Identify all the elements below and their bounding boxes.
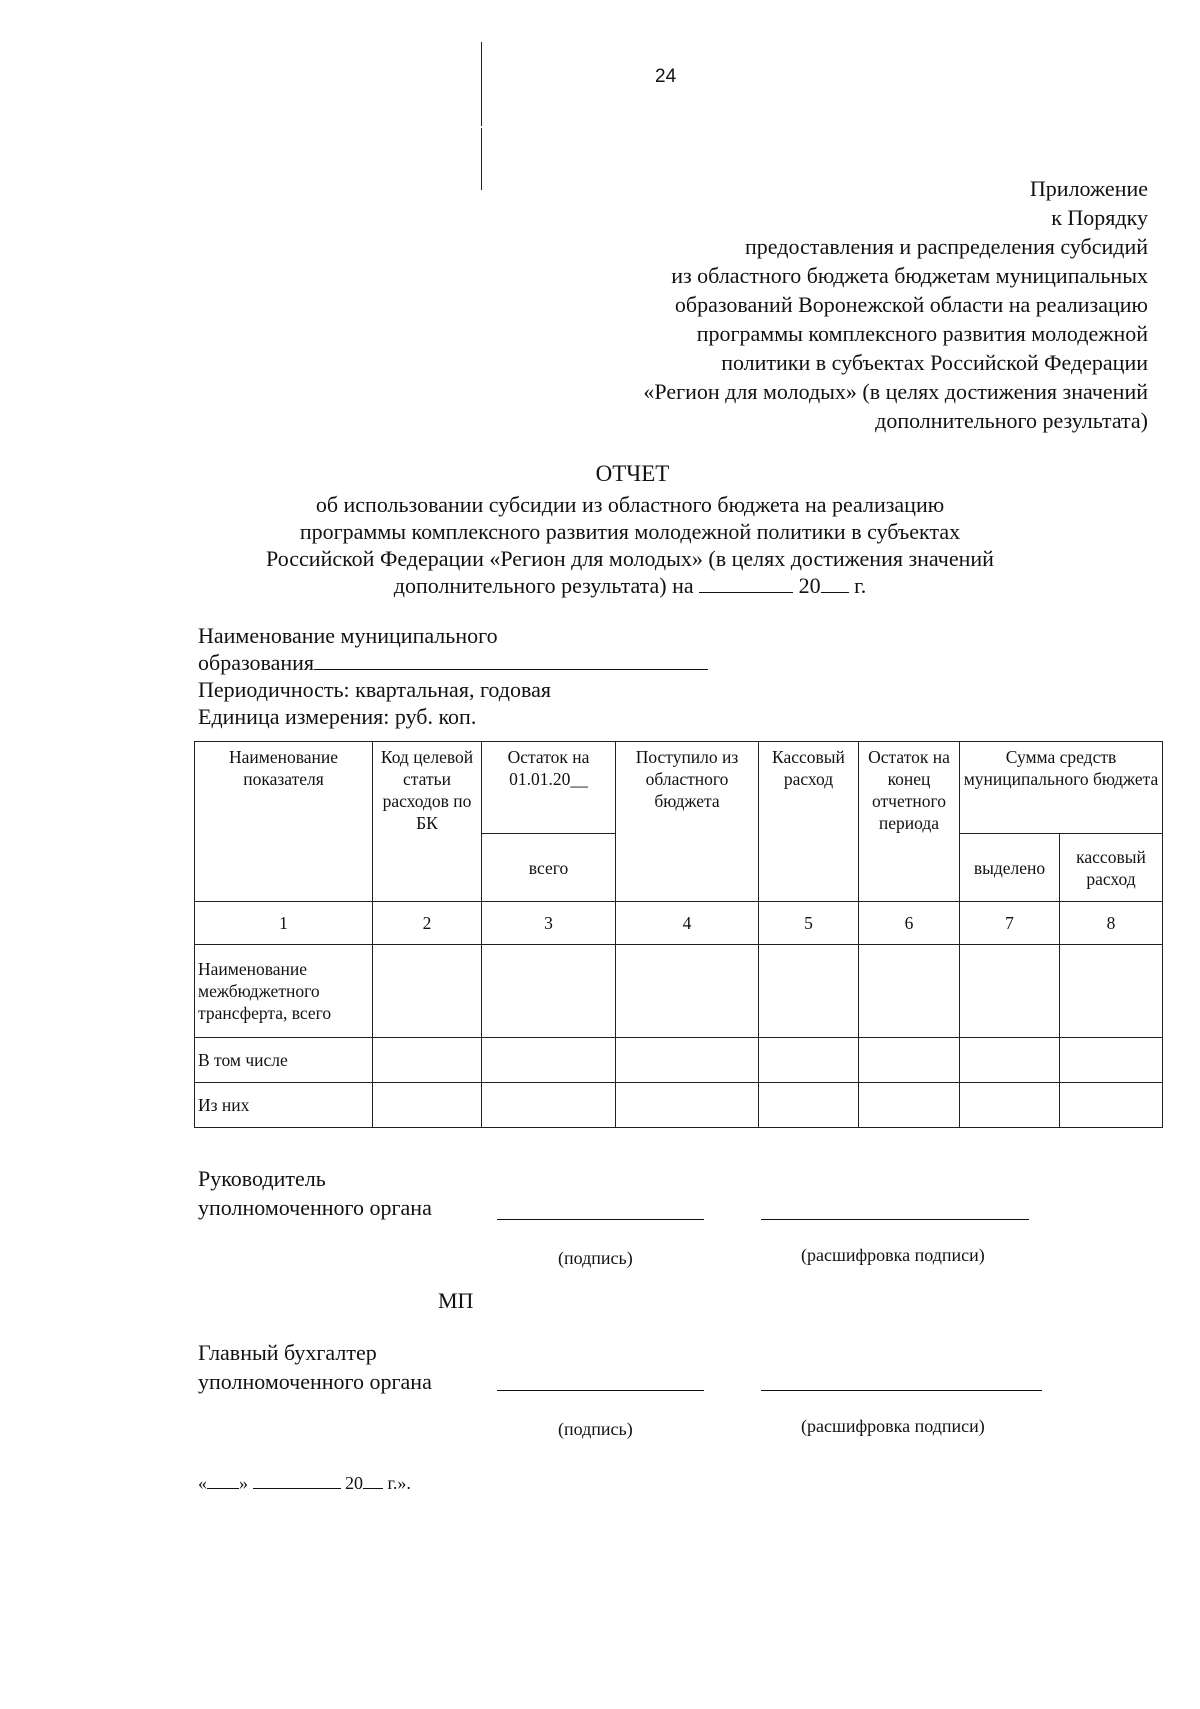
subtitle-line-period (205, 572, 1055, 599)
header-municipal-cash: кассовый расход (1060, 834, 1163, 902)
accountant-label (198, 1338, 432, 1396)
table-cell[interactable] (759, 1038, 859, 1083)
report-table (194, 741, 1163, 1128)
year-blank[interactable] (363, 1470, 383, 1489)
table-cell[interactable] (759, 945, 859, 1038)
table-cell[interactable] (373, 945, 482, 1038)
header-indicator: Наименование показателя (195, 742, 373, 902)
accountant-decode-line[interactable] (761, 1390, 1042, 1391)
table-cell[interactable] (616, 1038, 759, 1083)
table-cell[interactable] (1060, 945, 1163, 1038)
table-cell[interactable] (482, 945, 616, 1038)
appendix-line: из областного бюджета бюджетам муниципальных (671, 263, 1148, 288)
report-title: ОТЧЕТ (595, 461, 670, 486)
appendix-line: предоставления и распределения субсидий (745, 234, 1148, 259)
appendix-line: дополнительного результата) (875, 408, 1148, 433)
row-label: Наименование межбюджетного трансферта, всего (195, 945, 373, 1038)
head-label (198, 1164, 432, 1222)
date-suffix: г.». (387, 1473, 411, 1493)
table-cell[interactable] (482, 1083, 616, 1128)
periodicity: Периодичность: квартальная, годовая (198, 677, 551, 702)
table-cell[interactable] (482, 1038, 616, 1083)
table-cell[interactable] (373, 1083, 482, 1128)
appendix-line: «Регион для молодых» (в целях достижения значений (643, 379, 1148, 404)
table-cell[interactable] (960, 1083, 1060, 1128)
appendix-line: к Порядку (1051, 205, 1148, 230)
accountant-signature-line[interactable] (497, 1390, 704, 1391)
header-allocated: выделено (960, 834, 1060, 902)
municipality-row (198, 649, 708, 676)
column-number: 8 (1060, 902, 1163, 945)
margin-line (481, 42, 482, 126)
page-number: 24 (655, 66, 677, 87)
head-decode-line[interactable] (761, 1219, 1029, 1220)
row-label: В том числе (195, 1038, 373, 1083)
report-subtitle (205, 491, 1055, 599)
unit: Единица измерения: руб. коп. (198, 704, 477, 729)
header-balance-start: Остаток на 01.01.20__ (482, 742, 616, 834)
table-row (195, 1083, 1163, 1128)
head-signature-caption: (подпись) (558, 1248, 633, 1268)
table-cell[interactable] (859, 1083, 960, 1128)
table-cell[interactable] (616, 945, 759, 1038)
municipality-label-2: образования (198, 650, 315, 675)
month-blank[interactable] (253, 1470, 341, 1489)
meta-block (198, 622, 708, 730)
date-close-quote: » (239, 1473, 248, 1493)
header-balance-end: Остаток на конец отчетного периода (859, 742, 960, 902)
column-number: 5 (759, 902, 859, 945)
subtitle-suffix: г. (854, 573, 867, 598)
date-open-quote: « (198, 1473, 207, 1493)
header-code: Код целевой статьи расходов по БК (373, 742, 482, 902)
head-signature-line[interactable] (497, 1219, 704, 1220)
table-cell[interactable] (1060, 1038, 1163, 1083)
row-label: Из них (195, 1083, 373, 1128)
column-number-row (195, 902, 1163, 945)
year-blank[interactable] (821, 572, 849, 593)
head-decode-caption: (расшифровка подписи) (801, 1245, 985, 1265)
table-cell[interactable] (859, 945, 960, 1038)
subtitle-period-prefix: дополнительного результата) на (393, 573, 694, 598)
appendix-line: Приложение (1029, 176, 1148, 201)
accountant-decode-caption: (расшифровка подписи) (801, 1416, 985, 1436)
municipality-label: Наименование муниципального (198, 623, 498, 648)
column-number: 2 (373, 902, 482, 945)
column-number: 4 (616, 902, 759, 945)
table-row (195, 1038, 1163, 1083)
table-cell[interactable] (616, 1083, 759, 1128)
header-balance-total: всего (482, 834, 616, 902)
table-cell[interactable] (960, 945, 1060, 1038)
day-blank[interactable] (207, 1470, 239, 1489)
subtitle-line: Российской Федерации «Регион для молодых» (в целях достижения значений (266, 546, 994, 571)
column-number: 3 (482, 902, 616, 945)
accountant-label-line-2: уполномоченного органа (198, 1369, 432, 1394)
date-year: 20 (345, 1473, 363, 1493)
column-number: 1 (195, 902, 373, 945)
table-header-row (195, 742, 1163, 834)
appendix-line: образований Воронежской области на реализацию (674, 292, 1148, 317)
accountant-label-line-1: Главный бухгалтер (198, 1340, 377, 1365)
appendix-block (448, 174, 1148, 435)
table-cell[interactable] (1060, 1083, 1163, 1128)
table-row (195, 945, 1163, 1038)
municipality-field[interactable] (314, 649, 708, 670)
table-cell[interactable] (960, 1038, 1060, 1083)
column-number: 6 (859, 902, 960, 945)
date-line (198, 1470, 411, 1494)
head-label-line-2: уполномоченного органа (198, 1195, 432, 1220)
appendix-line: программы комплексного развития молодежной (696, 321, 1148, 346)
accountant-signature-caption: (подпись) (558, 1419, 633, 1439)
period-blank[interactable] (699, 572, 793, 593)
subtitle-year: 20 (798, 573, 821, 598)
table-cell[interactable] (759, 1083, 859, 1128)
header-municipal-sum: Сумма средств муниципального бюджета (960, 742, 1163, 834)
column-number: 7 (960, 902, 1060, 945)
stamp-mark: МП (438, 1288, 474, 1313)
subtitle-line: программы комплексного развития молодежной политики в субъектах (299, 519, 961, 544)
header-cash-expense: Кассовый расход (759, 742, 859, 902)
head-label-line-1: Руководитель (198, 1166, 326, 1191)
appendix-line: политики в субъектах Российской Федерации (721, 350, 1148, 375)
header-received: Поступило из областного бюджета (616, 742, 759, 902)
table-cell[interactable] (373, 1038, 482, 1083)
subtitle-line: об использовании субсидии из областного бюджета на реализацию (315, 492, 945, 517)
table-cell[interactable] (859, 1038, 960, 1083)
